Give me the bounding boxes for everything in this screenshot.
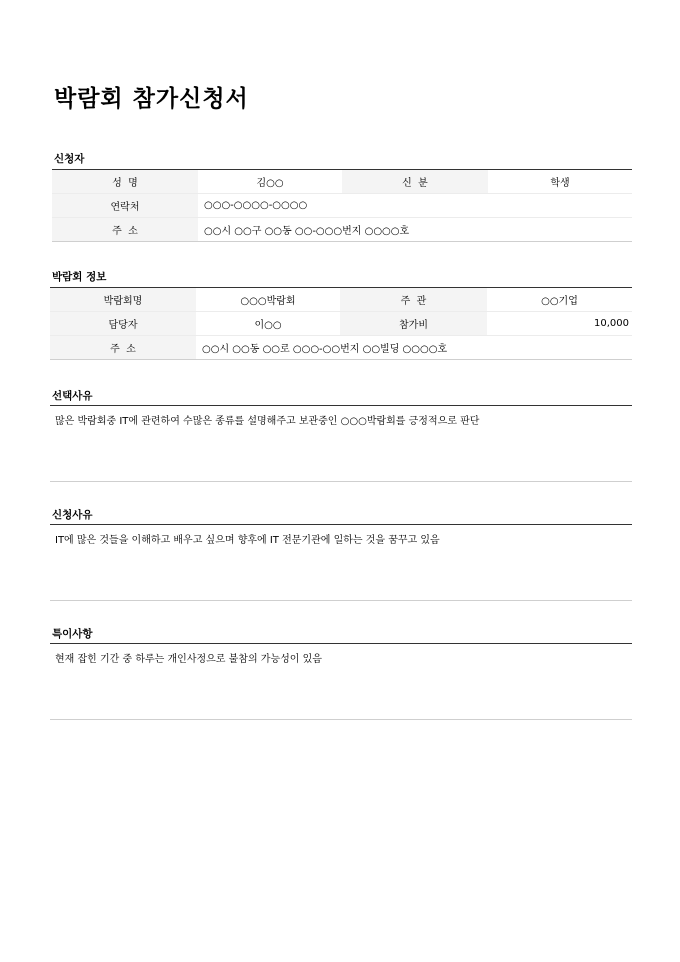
address-value[interactable]: ○○시 ○○구 ○○동 ○○-○○○번지 ○○○○호 — [198, 218, 632, 242]
contact-label: 연락처 — [52, 194, 198, 218]
status-label: 신 분 — [342, 170, 488, 194]
expo-name-label: 박람회명 — [50, 288, 196, 312]
remarks-box[interactable] — [50, 643, 632, 720]
status-value[interactable]: 학생 — [488, 170, 632, 194]
selection-reason-title: 선택사유 — [52, 390, 93, 402]
expo-name-value[interactable]: ○○○박람회 — [196, 288, 340, 312]
name-label: 성 명 — [52, 170, 198, 194]
expo-address-value[interactable]: ○○시 ○○동 ○○로 ○○○-○○번지 ○○빌딩 ○○○○호 — [196, 336, 632, 360]
remarks-text: 현재 잡힌 기간 중 하루는 개인사정으로 불참의 가능성이 있음 — [55, 654, 322, 665]
fee-value[interactable]: 10,000 — [487, 312, 632, 336]
application-reason-title: 신청사유 — [52, 509, 93, 521]
application-reason-box[interactable] — [50, 524, 632, 601]
manager-label: 담당자 — [50, 312, 196, 336]
table-row — [52, 170, 632, 194]
selection-reason-text: 많은 박람회중 IT에 관련하여 수많은 종류를 설명해주고 보관중인 ○○○박람회를 긍정적으로 판단 — [55, 416, 480, 427]
host-value[interactable]: ○○기업 — [487, 288, 632, 312]
fee-label: 참가비 — [340, 312, 487, 336]
table-row — [50, 312, 632, 336]
applicant-section-title: 신청자 — [54, 153, 85, 165]
contact-value[interactable]: ○○○-○○○○-○○○○ — [198, 194, 632, 218]
remarks-title: 특이사항 — [52, 628, 93, 640]
address-label: 주 소 — [52, 218, 198, 242]
table-row — [50, 288, 632, 312]
table-row — [50, 336, 632, 360]
manager-value[interactable]: 이○○ — [196, 312, 340, 336]
expo-table — [50, 287, 632, 360]
table-row — [52, 218, 632, 242]
applicant-table — [52, 169, 632, 242]
expo-address-label: 주 소 — [50, 336, 196, 360]
expo-section-title: 박람회 정보 — [52, 271, 107, 283]
host-label: 주 관 — [340, 288, 487, 312]
application-reason-text: IT에 많은 것들을 이해하고 배우고 싶으며 향후에 IT 전문기관에 일하는 것을 꿈꾸고 있음 — [55, 535, 440, 546]
table-row — [52, 194, 632, 218]
page-title: 박람회 참가신청서 — [54, 86, 249, 112]
selection-reason-box[interactable] — [50, 405, 632, 482]
name-value[interactable]: 김○○ — [198, 170, 342, 194]
